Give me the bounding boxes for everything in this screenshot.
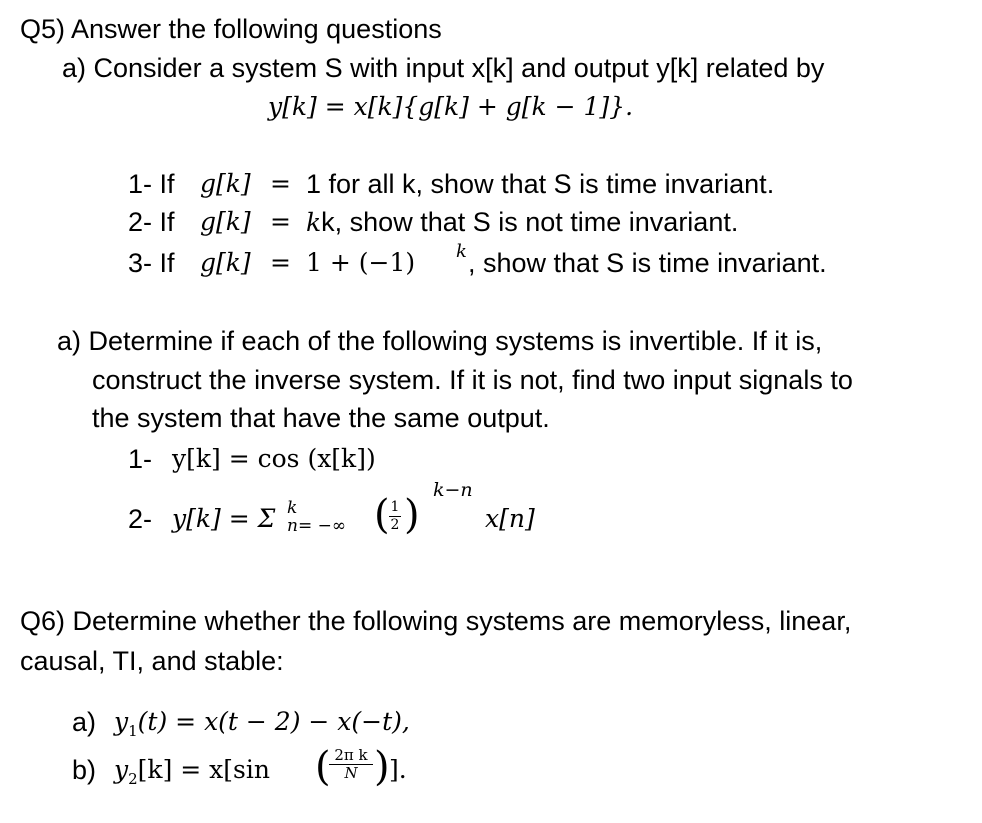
sum-upper: k xyxy=(287,498,298,518)
item-expr-post: ]. xyxy=(389,755,407,784)
item-expr-pre xyxy=(114,754,270,795)
q5b-line-1: a) Determine if each of the following systems is invertible. If it is, xyxy=(57,326,823,356)
item-lhs: g[k] xyxy=(200,248,251,277)
q6-line-1: Q6) Determine whether the following systems are memoryless, linear, xyxy=(20,606,852,636)
frac-denominator: N xyxy=(344,764,358,782)
q5b-line-2: construct the inverse system. If it is not, find two input signals to xyxy=(92,365,853,395)
item-expr xyxy=(114,706,410,747)
frac-numerator: 2π k xyxy=(334,746,368,764)
expr-y: y xyxy=(114,755,129,784)
right-paren: ) xyxy=(374,744,390,790)
item-lhs: g[k] xyxy=(200,207,251,236)
item-number: 2- xyxy=(128,504,153,534)
item-number: 2- If xyxy=(128,207,175,237)
item-label: b) xyxy=(72,755,97,785)
item-rhs xyxy=(306,206,738,239)
fraction-half xyxy=(389,500,401,533)
rhs-k: k xyxy=(306,208,322,237)
item-eq: = xyxy=(270,207,291,236)
sum-lower: n= −∞ xyxy=(287,516,347,536)
item-rhs-text: , show that S is time invariant. xyxy=(468,248,827,278)
expr-rest: (t) = x(t − 2) − x(−t), xyxy=(137,707,410,736)
item-number: 1- xyxy=(128,444,153,474)
left-paren: ( xyxy=(315,744,331,790)
item-number: 3- If xyxy=(128,248,175,278)
item-rhs-sup: k xyxy=(456,241,467,262)
item-expr: y[k] = cos (x[k]) xyxy=(172,444,376,473)
item-tail: x[n] xyxy=(485,504,535,533)
left-paren: ( xyxy=(374,492,390,538)
frac-denominator: 2 xyxy=(390,517,400,533)
fraction-2pik-N xyxy=(329,748,373,781)
item-number: 1- If xyxy=(128,169,175,199)
item-rhs-math: 1 + (−1) xyxy=(306,248,416,277)
item-rhs: 1 for all k, show that S is time invariant. xyxy=(306,169,775,199)
item-lhs: g[k] xyxy=(200,169,251,198)
item-lhs: y[k] = Σ xyxy=(172,504,276,533)
frac-numerator: 1 xyxy=(390,499,400,515)
item-eq: = xyxy=(270,248,291,277)
expr-sub: 1 xyxy=(128,722,138,740)
q6-line-2: causal, TI, and stable: xyxy=(20,646,284,676)
q5-header: Q5) Answer the following questions xyxy=(20,14,442,44)
q5a-intro: a) Consider a system S with input x[k] and output y[k] related by xyxy=(62,53,825,83)
item-label: a) xyxy=(72,707,97,737)
expr-rest-pre: [k] = x[sin xyxy=(137,755,270,784)
expr-sub: 2 xyxy=(128,770,138,788)
right-paren: ) xyxy=(404,492,420,538)
expr-y: y xyxy=(114,707,129,736)
q5b-line-3: the system that have the same output. xyxy=(92,403,550,433)
q5a-equation: y[k] = x[k]{g[k] + g[k − 1]}. xyxy=(268,92,634,121)
exponent: k−n xyxy=(433,479,473,501)
rhs-text: k, show that S is not time invariant. xyxy=(321,207,739,237)
item-eq: = xyxy=(270,169,291,198)
